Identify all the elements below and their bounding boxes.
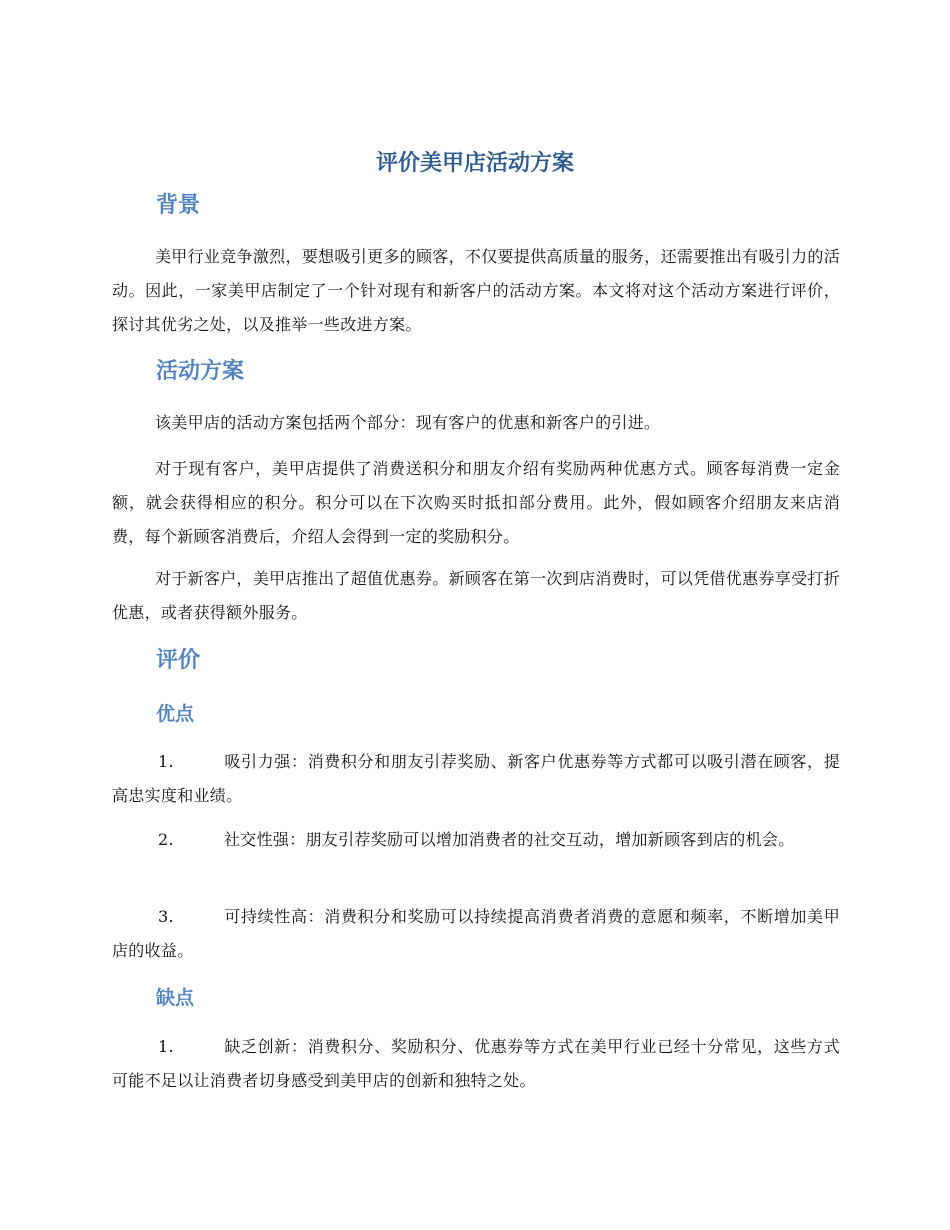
heading-cons: 缺点 bbox=[156, 987, 195, 1009]
document-title: 评价美甲店活动方案 bbox=[375, 151, 574, 176]
list-number: 1. bbox=[158, 752, 174, 771]
list-text: 缺乏创新：消费积分、奖励积分、优惠券等方式在美甲行业已经十分常见，这些方式可能不足以让消费者切身感受到美甲店的创新和独特之处。 bbox=[112, 1037, 840, 1090]
list-number: 2. bbox=[158, 830, 174, 849]
list-text: 可持续性高：消费积分和奖励可以持续提高消费者消费的意愿和频率，不断增加美甲店的收益。 bbox=[112, 907, 840, 960]
paragraph-background: 美甲行业竞争激烈，要想吸引更多的顾客，不仅要提供高质量的服务，还需要推出有吸引力的活动。因此，一家美甲店制定了一个针对现有和新客户的活动方案。本文将对这个活动方案进行评价，探讨其优劣之处，以及推举一些改进方案。 bbox=[112, 247, 840, 334]
list-number: 1. bbox=[158, 1037, 174, 1056]
paragraph-plan-new: 对于新客户，美甲店推出了超值优惠券。新顾客在第一次到店消费时，可以凭借优惠券享受打折优惠，或者获得额外服务。 bbox=[112, 569, 840, 622]
list-item-cons-1 bbox=[112, 1030, 840, 1098]
list-item-pros-2 bbox=[112, 823, 840, 857]
paragraph-plan-intro: 该美甲店的活动方案包括两个部分：现有客户的优惠和新客户的引进。 bbox=[155, 413, 661, 432]
paragraph-plan-existing: 对于现有客户，美甲店提供了消费送积分和朋友介绍有奖励两种优惠方式。顾客每消费一定金额，就会获得相应的积分。积分可以在下次购买时抵扣部分费用。此外，假如顾客介绍朋友来店消费，每个新顾客消费后，介绍人会得到一定的奖励积分。 bbox=[112, 459, 840, 546]
list-number: 3. bbox=[158, 907, 174, 926]
list-text: 吸引力强：消费积分和朋友引荐奖励、新客户优惠券等方式都可以吸引潜在顾客，提高忠实度和业绩。 bbox=[112, 752, 840, 805]
list-item-pros-3 bbox=[112, 900, 840, 968]
list-item-pros-1 bbox=[112, 745, 840, 813]
heading-plan: 活动方案 bbox=[156, 359, 245, 384]
heading-background: 背景 bbox=[156, 193, 201, 218]
heading-evaluation: 评价 bbox=[156, 648, 201, 673]
heading-pros: 优点 bbox=[156, 703, 195, 725]
list-text: 社交性强：朋友引荐奖励可以增加消费者的社交互动，增加新顾客到店的机会。 bbox=[224, 830, 795, 849]
